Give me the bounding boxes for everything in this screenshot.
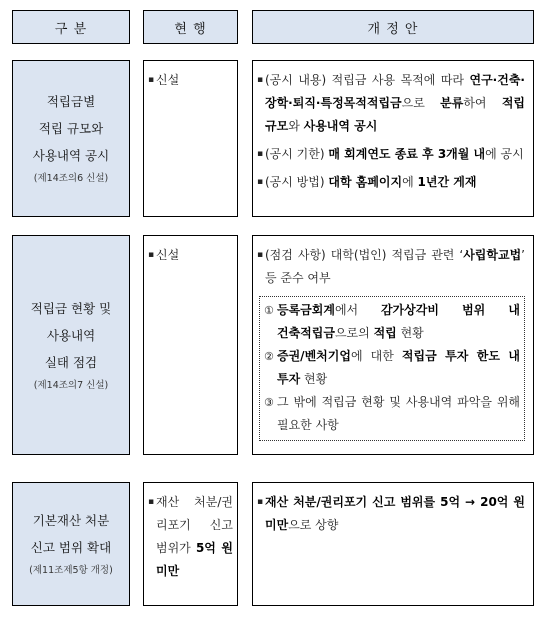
bullet-icon: ▪ bbox=[257, 250, 264, 260]
row3-current: ▪ 재산 처분/권리포기 신고 범위가 5억 원 미만 bbox=[143, 482, 238, 606]
row1-item-1: ▪ (공시 내용) 적립금 사용 목적에 따라 연구·건축·장학·퇴직·특정목적적립금으로 분류하여 적립 규모와 사용내역 공시 bbox=[257, 69, 525, 138]
bullet-icon: ▪ bbox=[148, 497, 155, 507]
row1-item-2: ▪ (공시 기한) 매 회계연도 종료 후 3개월 내에 공시 bbox=[257, 143, 525, 166]
row3-proposal bbox=[252, 482, 534, 606]
inspection-item-2: ② 증권/벤처기업에 대한 적립금 투자 한도 내 투자 현황 bbox=[264, 349, 521, 386]
header-proposal: 개 정 안 bbox=[252, 10, 534, 44]
row2-title-line3: 실태 점검 bbox=[44, 354, 98, 370]
row2-proposal bbox=[252, 235, 534, 455]
row3-category bbox=[12, 482, 130, 606]
inspection-item-3: ③ 그 밖에 적립금 현황 및 사용내역 파악을 위해 필요한 사항 bbox=[264, 395, 520, 432]
row2-title-line1: 적립금 현황 및 bbox=[30, 300, 112, 316]
bullet-icon: ▪ bbox=[148, 75, 155, 85]
row1-title-line2: 적립 규모와 bbox=[38, 121, 104, 136]
bullet-icon: ▪ bbox=[257, 497, 264, 507]
row2-intro: ▪ (점검 사항) 대학(법인) 적립금 관련 ‘사립학교법’ 등 준수 여부 bbox=[257, 244, 525, 290]
bullet-icon: ▪ bbox=[148, 250, 155, 260]
header-current: 현 행 bbox=[143, 10, 238, 44]
row1-current: ▪ 신설 bbox=[143, 60, 238, 217]
row3-title-line2: 신고 범위 확대 bbox=[30, 540, 112, 555]
row1-category bbox=[12, 60, 130, 217]
row2-title-line2: 사용내역 bbox=[46, 327, 96, 343]
row2-current: ▪ 신설 bbox=[143, 235, 238, 455]
row1-title-line3: 사용내역 공시 bbox=[32, 148, 110, 163]
row1-note: (제14조의6 신설) bbox=[33, 173, 109, 184]
header-category: 구 분 bbox=[12, 10, 130, 44]
bullet-icon: ▪ bbox=[257, 75, 264, 85]
row2-note: (제14조의7 신설) bbox=[33, 379, 109, 391]
inspection-item-1: ① 등록금회계에서 감가상각비 범위 내 건축적립금으로의 적립 현황 bbox=[264, 303, 521, 340]
row3-note: (제11조제5항 개정) bbox=[29, 565, 113, 576]
row2-category bbox=[12, 235, 130, 455]
row1-proposal bbox=[252, 60, 534, 217]
row3-item: ▪ 재산 처분/권리포기 신고 범위를 5억 → 20억 원 미만으로 상향 bbox=[257, 491, 525, 537]
bullet-icon: ▪ bbox=[257, 149, 264, 159]
inspection-items-box bbox=[259, 296, 525, 441]
row1-title-line1: 적립금별 bbox=[46, 94, 96, 109]
row3-title-line1: 기본재산 처분 bbox=[32, 513, 110, 528]
row1-item-3: ▪ (공시 방법) 대학 홈페이지에 1년간 게재 bbox=[257, 171, 525, 194]
bullet-icon: ▪ bbox=[257, 177, 264, 187]
